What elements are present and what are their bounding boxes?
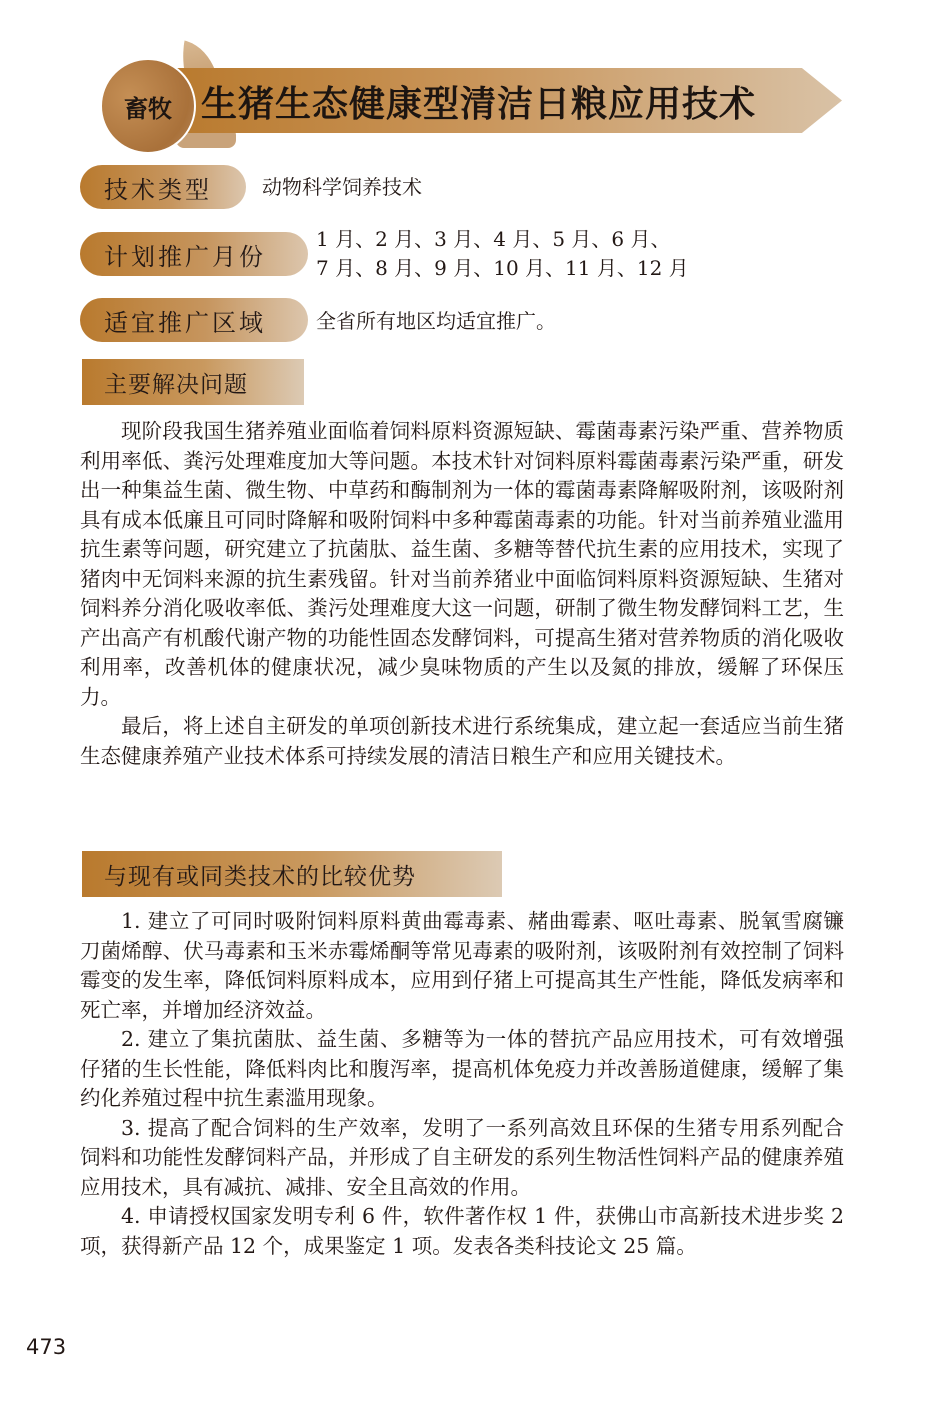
meta-label-region: 适宜推广区域 <box>80 298 308 342</box>
page-number: 473 <box>26 1335 67 1359</box>
paragraph: 现阶段我国生猪养殖业面临着饲料原料资源短缺、霉菌毒素污染严重、营养物质利用率低、粪污处理难度加大等问题。本技术针对饲料原料霉菌毒素污染严重，研发出一种集益生菌、微生物、中草药和酶制剂为一体的霉菌毒素降解吸附剂，该吸附剂具有成本低廉且可同时降解和吸附饲料中多种霉菌毒素的功能。针对当前养殖业滥用抗生素等问题，研究建立了抗菌肽、益生菌、多糖等替代抗生素的应用技术，实现了猪肉中无饲料来源的抗生素残留。针对当前养猪业中面临饲料原料资源短缺、生猪对饲料养分消化吸收率低、粪污处理难度大这一问题，研制了微生物发酵饲料工艺，生产出高产有机酸代谢产物的功能性固态发酵饲料，可提高生猪对营养物质的消化吸收利用率，改善机体的健康状况，减少臭味物质的产生以及氮的排放，缓解了环保压力。 <box>80 419 844 709</box>
list-item: 4. 申请授权国家发明专利 6 件，软件著作权 1 件，获佛山市高新技术进步奖 2 项，获得新产品 12 个，成果鉴定 1 项。发表各类科技论文 25 篇。 <box>80 1204 844 1258</box>
list-item: 3. 提高了配合饲料的生产效率，发明了一系列高效且环保的生猪专用系列配合饲料和功能性发酵饲料产品，并形成了自主研发的系列生物活性饲料产品的健康养殖应用技术，具有减抗、减排、安全且高效的作用。 <box>80 1115 844 1199</box>
meta-label-tech-type: 技术类型 <box>80 165 246 209</box>
section-body-advantages <box>80 907 844 1261</box>
paragraph: 最后，将上述自主研发的单项创新技术进行系统集成，建立起一套适应当前生猪生态健康养殖产业技术体系可持续发展的清洁日粮生产和应用关键技术。 <box>80 714 844 768</box>
section-heading-problems: 主要解决问题 <box>82 359 304 405</box>
meta-value-months-line2: 7 月、8 月、9 月、10 月、11 月、12 月 <box>316 256 689 280</box>
meta-value-months-line1: 1 月、2 月、3 月、4 月、5 月、6 月、 <box>316 227 671 251</box>
category-badge <box>100 58 196 154</box>
category-badge-label: 畜牧 <box>124 94 172 123</box>
list-item: 2. 建立了集抗菌肽、益生菌、多糖等为一体的替抗产品应用技术，可有效增强仔猪的生长性能，降低料肉比和腹泻率，提高机体免疫力并改善肠道健康，缓解了集约化养殖过程中抗生素滥用现象。 <box>80 1027 844 1110</box>
meta-value-tech-type: 动物科学饲养技术 <box>262 175 422 199</box>
page-title: 生猪生态健康型清洁日粮应用技术 <box>201 84 757 125</box>
meta-label-months: 计划推广月份 <box>80 232 308 276</box>
section-heading-advantages: 与现有或同类技术的比较优势 <box>82 851 502 897</box>
list-item: 1. 建立了可同时吸附饲料原料黄曲霉毒素、赭曲霉素、呕吐毒素、脱氧雪腐镰刀菌烯醇、伏马毒素和玉米赤霉烯酮等常见毒素的吸附剂，该吸附剂有效控制了饲料霉变的发生率，降低饲料原料成本，应用到仔猪上可提高其生产性能，降低发病率和死亡率，并增加经济效益。 <box>80 909 844 1022</box>
meta-value-region: 全省所有地区均适宜推广。 <box>316 309 556 333</box>
section-body-problems <box>80 417 844 771</box>
title-banner <box>96 38 846 148</box>
